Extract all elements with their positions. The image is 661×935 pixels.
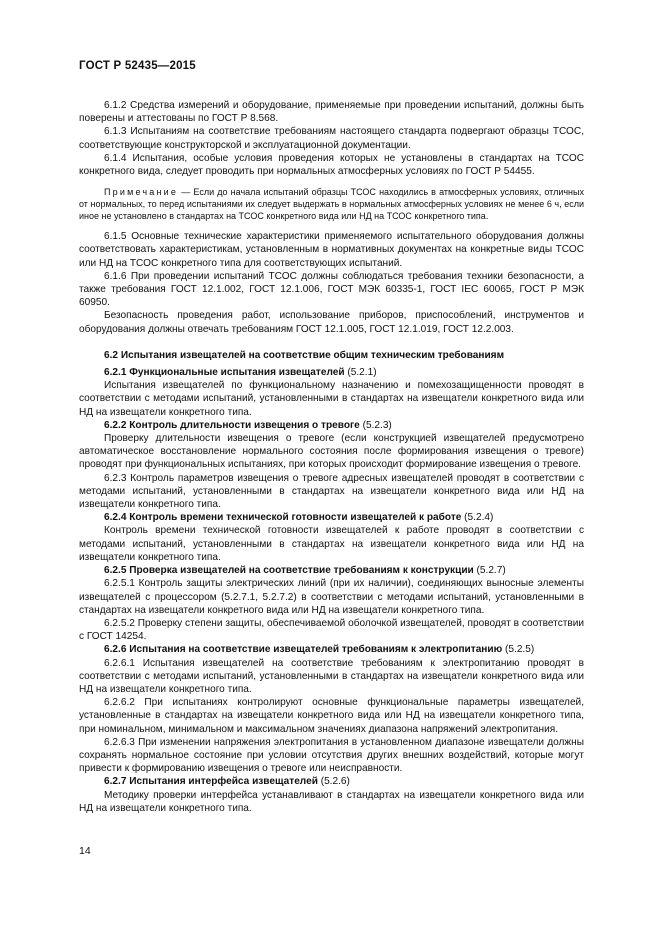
subheading-6-2-6-title: 6.2.6 Испытания на соответствие извещателей требованиям к электропитанию xyxy=(104,644,503,656)
paragraph-6-2-5-1: 6.2.5.1 Контроль защиты электрических линий (при их наличии), соединяющих выносные элементы извещателей с процессором (5.2.7.1, 5.2.7.2) в соответствии с методами испытаний, установленными в стандартах на извещатели конкретного вида или НД на извещатели конкретного типа. xyxy=(79,578,584,616)
subheading-6-2-4-ref: (5.2.4) xyxy=(461,512,494,524)
subheading-6-2-1-ref: (5.2.1) xyxy=(344,367,377,379)
note-label: Примечание xyxy=(104,187,179,198)
subheading-6-2-1 xyxy=(79,366,584,379)
paragraph-6-1-4: 6.1.4 Испытания, особые условия проведения которых не установлены в стандартах на ТСОС конкретного вида, следует проводить при нормальных атмосферных условиях по ГОСТ Р 54455. xyxy=(79,152,584,178)
paragraph-6-1-6: 6.1.6 При проведении испытаний ТСОС должны соблюдаться требования техники безопасности, а также требования ГОСТ 12.1.002, ГОСТ 12.1.006, ГОСТ МЭК 60335-1, ГОСТ IEC 60065, ГОСТ Р МЭК 60950. xyxy=(79,270,584,309)
paragraph-6-2-6-2: 6.2.6.2 При испытаниях контролируют основные функциональные параметры извещателей, установленные в стандартах на извещатели конкретного вида или НД на извещатели конкретного типа, при номинальном, минимальном и максимальном значениях диапазона напряжений электропитания. xyxy=(79,697,584,735)
paragraph-6-2-1: Испытания извещателей по функциональному назначению и помехозащищенности проводят в соответствии с методами испытаний, установленными в стандартах на извещатели конкретного вида или НД на извещатели конкретного типа. xyxy=(79,380,584,418)
section-heading-6-2: 6.2 Испытания извещателей на соответствие общим техническим требованиям xyxy=(104,349,505,361)
paragraph-6-1-2: 6.1.2 Средства измерений и оборудование, применяемые при проведении испытаний, должны быть поверены и аттестованы по ГОСТ Р 8.568. xyxy=(79,100,584,125)
note-block xyxy=(79,186,584,222)
subheading-6-2-5-ref: (5.2.7) xyxy=(473,565,506,577)
document-header: ГОСТ Р 52435—2015 xyxy=(79,60,196,72)
subheading-6-2-6-ref: (5.2.5) xyxy=(502,644,535,656)
paragraph-6-1-5: 6.1.5 Основные технические характеристики применяемого испытательного оборудования должны соответствовать характеристикам, установленным в нормативных документах на конкретные виды ТСОС или НД на ТСОС конкретного типа для соответствующих испытаний. xyxy=(79,231,584,269)
subheading-6-2-5 xyxy=(79,564,584,577)
paragraph-6-2-5-2: 6.2.5.2 Проверку степени защиты, обеспечиваемой оболочкой извещателей, проводят в соответствии с ГОСТ 14254. xyxy=(79,617,584,643)
subheading-6-2-5-title: 6.2.5 Проверка извещателей на соответствие требованиям к конструкции xyxy=(104,565,474,577)
paragraph-6-1-3: 6.1.3 Испытаниям на соответствие требованиям настоящего стандарта подвергают образцы ТСОС, соответствующие конструкторской и эксплуатационной документации. xyxy=(79,126,584,151)
paragraph-6-2-7: Методику проверки интерфейса устанавливают в стандартах на извещатели конкретного вида или НД на извещатели конкретного типа. xyxy=(79,789,584,814)
paragraph-6-2-2: Проверку длительности извещения о тревоге (если конструкцией извещателей предусмотрено автоматическое восстановление нормального состояния после формирования извещения о тревоге) проводят при функциональных испытаниях, при которых происходит формирование извещения о тревоге. xyxy=(79,433,584,471)
document-body xyxy=(79,99,584,815)
note-text: — Если до начала испытаний образцы ТСОС находились в атмосферных условиях, отличных от нормальных, то перед испытаниями их следует выдержать в нормальных атмосферных условиях не менее 6 ч, если иное не установлено в стандартах на ТСОС конкретного вида или НД на ТСОС конкретного типа. xyxy=(79,187,584,222)
paragraph-safety: Безопасность проведения работ, использование приборов, приспособлений, инструментов и оборудования должны отвечать требованиям ГОСТ 12.1.005, ГОСТ 12.1.019, ГОСТ 12.2.003. xyxy=(79,310,584,335)
paragraph-6-2-3: 6.2.3 Контроль параметров извещения о тревоге адресных извещателей проводят в соответствии с методами испытаний, установленными в стандартах на извещатели конкретного вида или НД на извещатели конкретного типа. xyxy=(79,472,584,511)
subheading-6-2-2-ref: (5.2.3) xyxy=(359,419,392,431)
paragraph-6-2-4: Контроль времени технической готовности извещателей к работе проводят в соответствии с методами испытаний, установленными в стандартах на извещатели конкретного вида или НД на извещатели конкретного типа. xyxy=(79,525,584,563)
subheading-6-2-7 xyxy=(79,775,584,788)
subheading-6-2-7-ref: (5.2.6) xyxy=(317,776,350,788)
subheading-6-2-7-title: 6.2.7 Испытания интерфейса извещателей xyxy=(104,776,318,788)
subheading-6-2-2-title: 6.2.2 Контроль длительности извещения о тревоге xyxy=(104,419,360,431)
subheading-6-2-6 xyxy=(79,643,584,656)
page-number: 14 xyxy=(79,845,91,857)
paragraph-6-2-6-3: 6.2.6.3 При изменении напряжения электропитания в установленном диапазоне извещатели должны сохранять нормальное состояние при условии отсутствия других внешних воздействий, которые могут привести к формированию извещения о тревоге или неисправности. xyxy=(79,736,584,775)
paragraph-6-2-6-1: 6.2.6.1 Испытания извещателей на соответствие требованиям к электропитанию проводят в соответствии с методами испытаний, установленными в стандартах на извещатели конкретного вида или НД на извещатели конкретного типа. xyxy=(79,657,584,695)
subheading-6-2-2 xyxy=(79,419,584,432)
subheading-6-2-1-title: 6.2.1 Функциональные испытания извещателей xyxy=(104,367,345,379)
subheading-6-2-4 xyxy=(79,511,584,524)
subheading-6-2-4-title: 6.2.4 Контроль времени технической готовности извещателей к работе xyxy=(104,512,462,524)
